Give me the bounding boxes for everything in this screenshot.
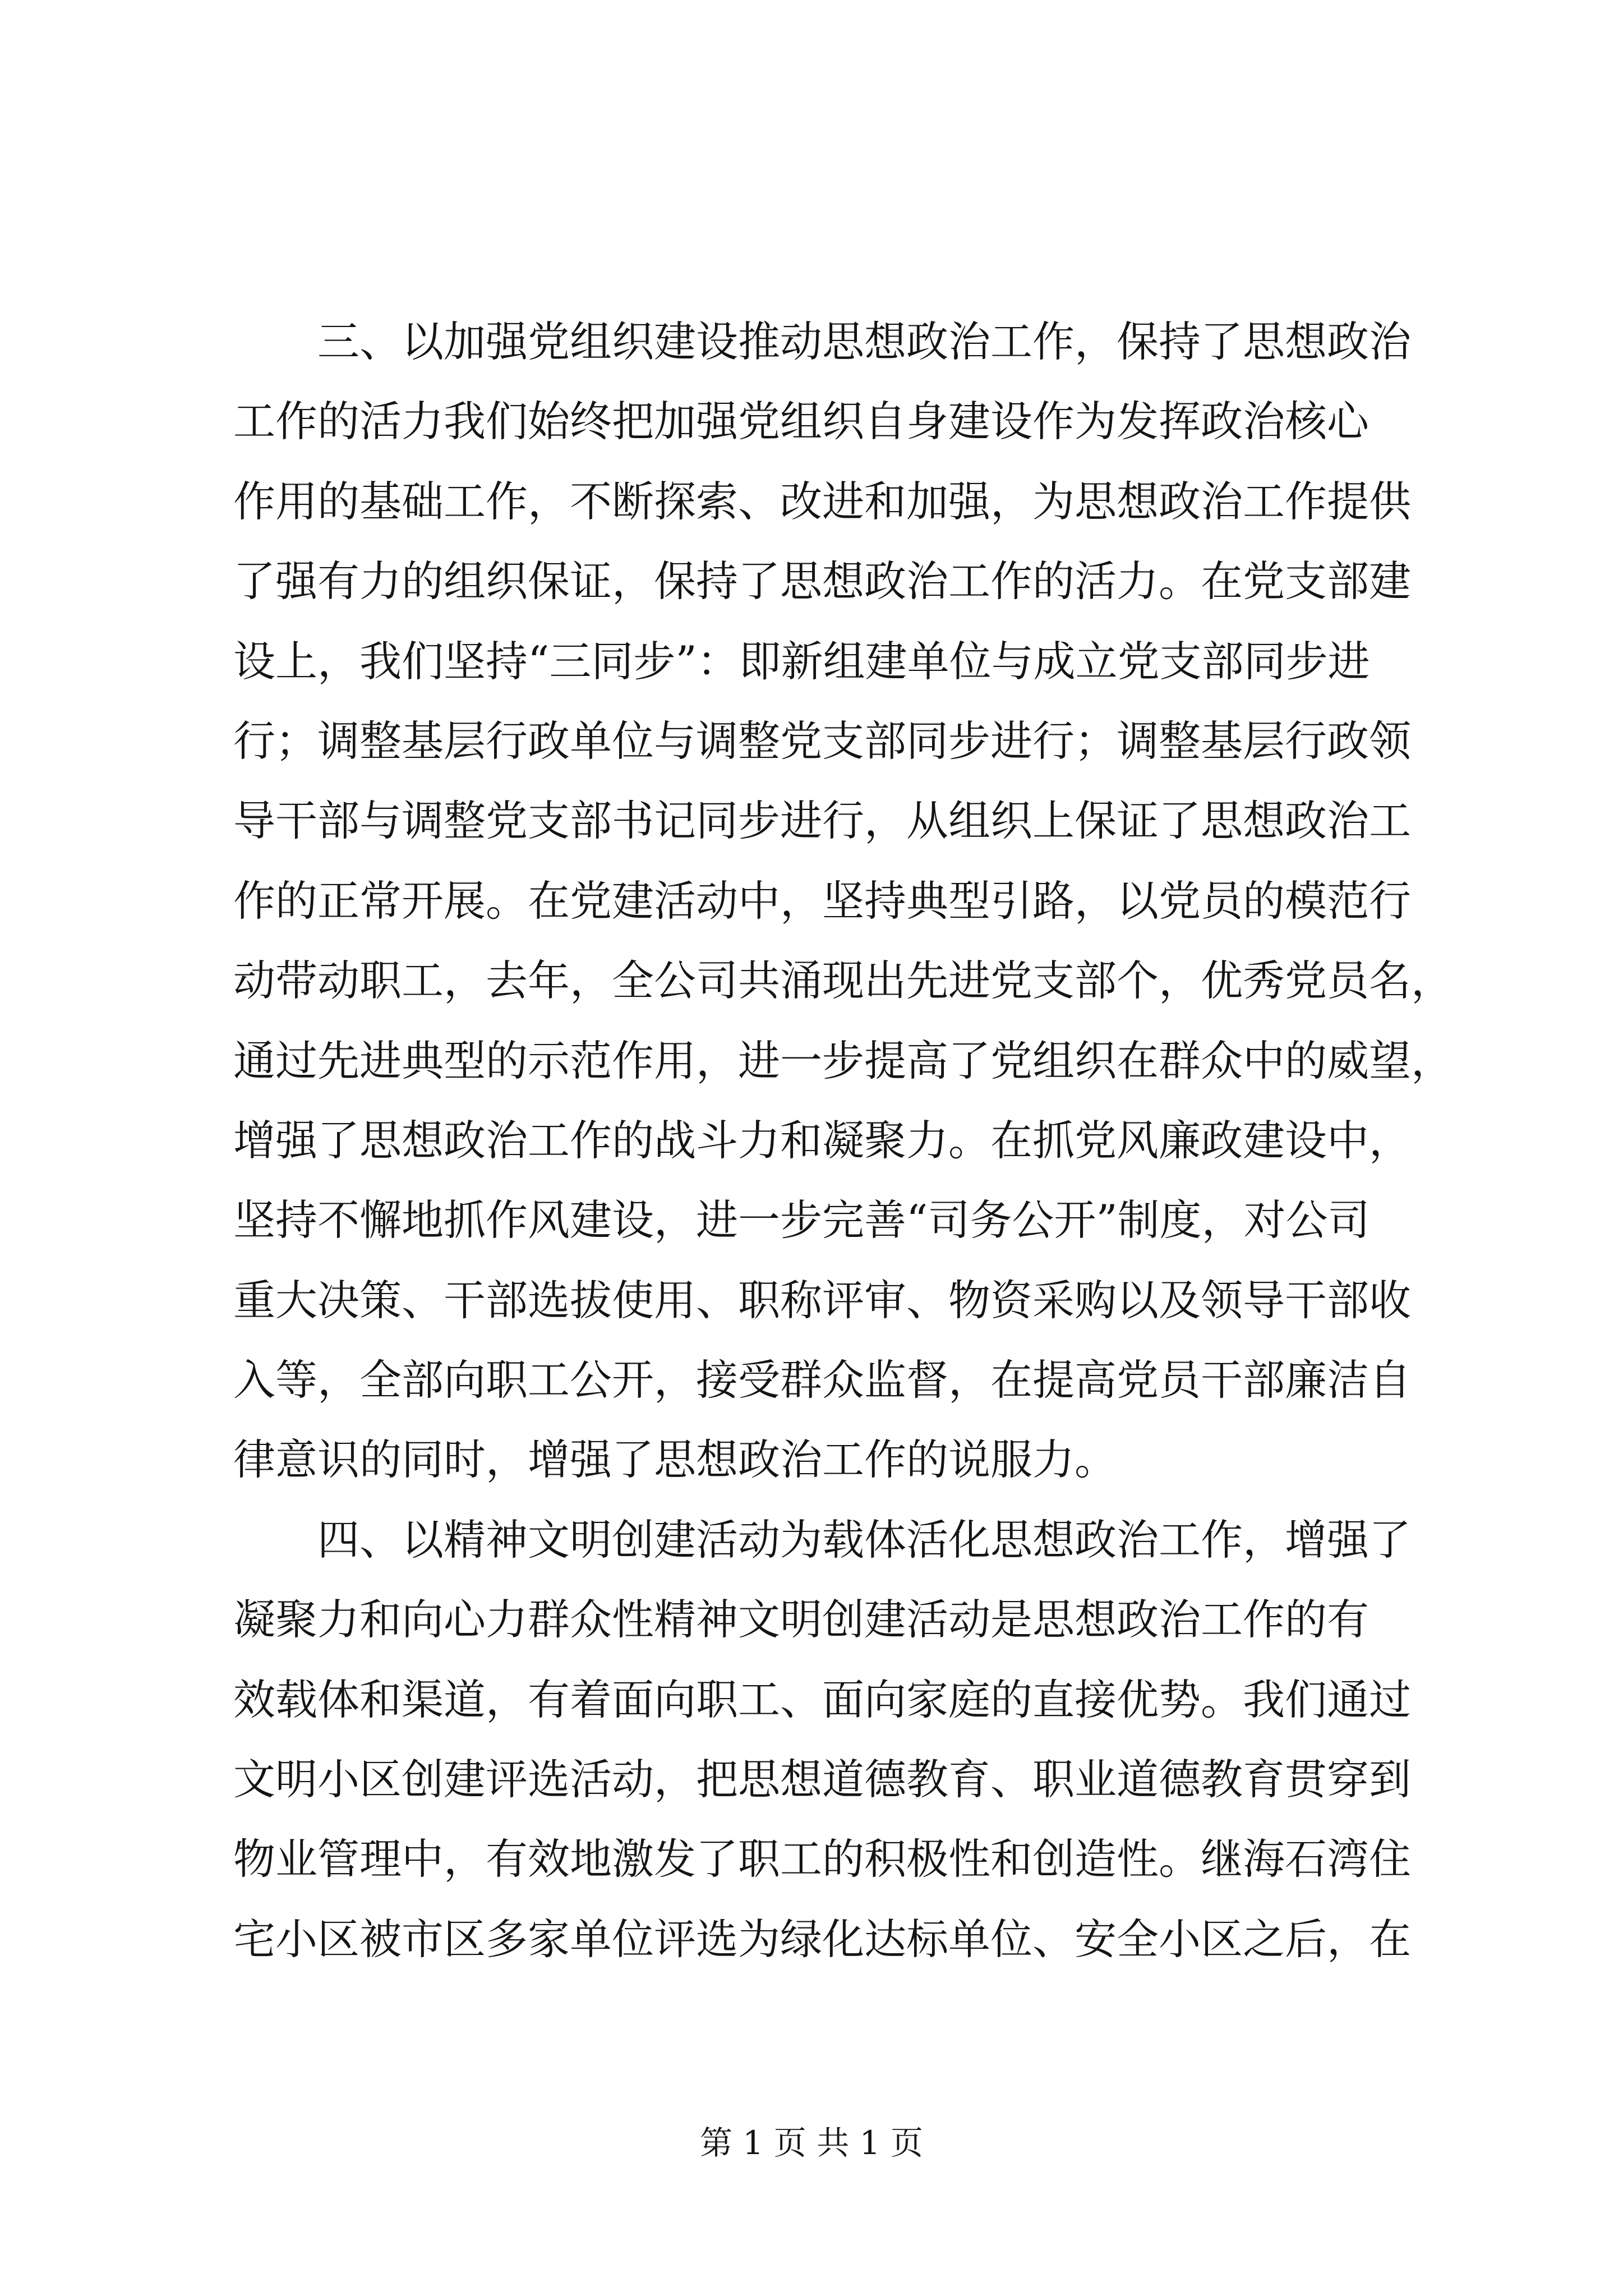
text-line: 作用的基础工作，不断探索、改进和加强，为思想政治工作提供 bbox=[233, 476, 1412, 526]
text-line: 三、以加强党组织建设推动思想政治工作，保持了思想政治 bbox=[317, 317, 1412, 366]
page-number: 第 1 页 共 1 页 bbox=[700, 2124, 923, 2162]
text-line: 物业管理中，有效地激发了职工的积极性和创造性。继海石湾住 bbox=[233, 1834, 1412, 1884]
text-line: 效载体和渠道，有着面向职工、面向家庭的直接优势。我们通过 bbox=[233, 1674, 1412, 1724]
text-line: 增强了思想政治工作的战斗力和凝聚力。在抓党风廉政建设中， bbox=[233, 1115, 1412, 1165]
text-line: 动带动职工，去年，全公司共涌现出先进党支部个，优秀党员名， bbox=[233, 956, 1454, 1006]
text-line: 重大决策、干部选拔使用、职称评审、物资采购以及领导干部收 bbox=[233, 1275, 1412, 1325]
text-line: 凝聚力和向心力群众性精神文明创建活动是思想政治工作的有 bbox=[233, 1595, 1370, 1645]
text-line: 入等，全部向职工公开，接受群众监督，在提高党员干部廉洁自 bbox=[233, 1355, 1412, 1405]
page-footer bbox=[0, 2120, 1623, 2165]
text-line: 导干部与调整党支部书记同步进行，从组织上保证了思想政治工 bbox=[233, 796, 1412, 846]
text-line: 宅小区被市区多家单位评选为绿化达标单位、安全小区之后，在 bbox=[233, 1914, 1412, 1964]
paragraph-4 bbox=[233, 1500, 1422, 1979]
text-line: 工作的活力我们始终把加强党组织自身建设作为发挥政治核心 bbox=[233, 397, 1370, 447]
text-line: 设上，我们坚持“三同步”：即新组建单位与成立党支部同步进 bbox=[233, 636, 1370, 686]
document-body bbox=[233, 302, 1454, 1979]
text-line: 行；调整基层行政单位与调整党支部同步进行；调整基层行政领 bbox=[233, 716, 1412, 766]
paragraph-3 bbox=[233, 302, 1454, 1500]
text-line: 律意识的同时，增强了思想政治工作的说服力。 bbox=[233, 1435, 1117, 1485]
text-line: 坚持不懈地抓作风建设，进一步完善“司务公开”制度，对公司 bbox=[233, 1195, 1370, 1245]
text-line: 四、以精神文明创建活动为载体活化思想政治工作，增强了 bbox=[317, 1515, 1412, 1565]
text-line: 文明小区创建评选活动，把思想道德教育、职业道德教育贯穿到 bbox=[233, 1755, 1412, 1805]
text-line: 通过先进典型的示范作用，进一步提高了党组织在群众中的威望， bbox=[233, 1036, 1454, 1085]
text-line: 作的正常开展。在党建活动中，坚持典型引路，以党员的模范行 bbox=[233, 876, 1412, 926]
text-line: 了强有力的组织保证，保持了思想政治工作的活力。在党支部建 bbox=[233, 556, 1412, 606]
